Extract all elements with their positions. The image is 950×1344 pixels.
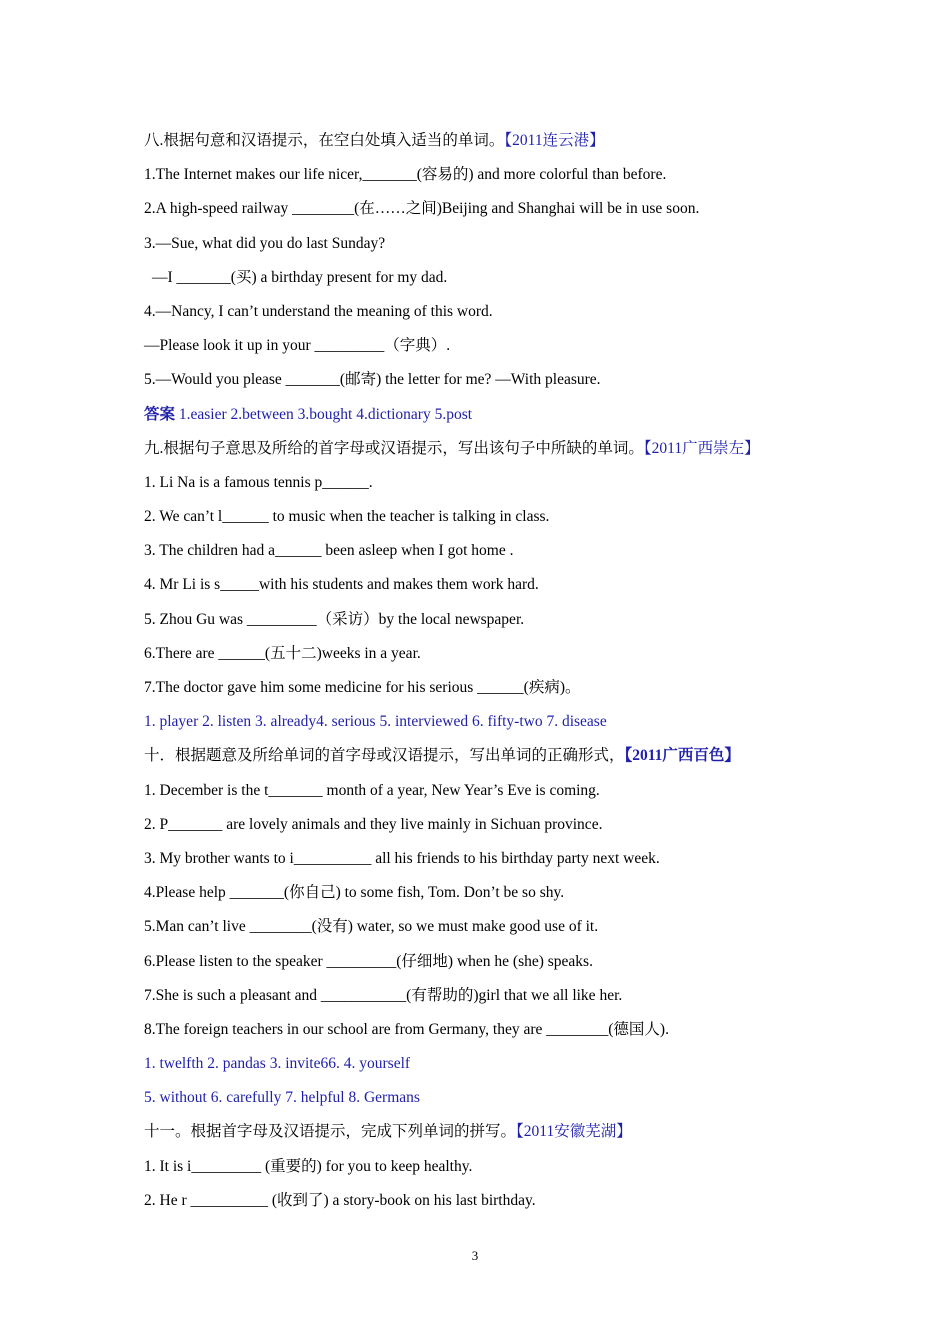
source-tag: 【2011广西百色】: [624, 747, 740, 765]
question-line: —Please look it up in your _________（字典）.: [144, 337, 451, 355]
question-line: 3.—Sue, what did you do last Sunday?: [144, 234, 386, 252]
question-line: 6.Please listen to the speaker _________(仔细地) when he (she) speaks.: [144, 952, 593, 970]
answer-label: 答案: [144, 405, 176, 423]
question-line: 4.Please help _______(你自己) to some fish, Tom. Don’t be so shy.: [144, 884, 565, 902]
question-line: 2. We can’t l______ to music when the teacher is talking in class.: [144, 508, 550, 526]
question-line: 6.There are ______(五十二)weeks in a year.: [144, 644, 421, 662]
question-line: 1.The Internet makes our life nicer,_______(容易的) and more colorful than before.: [144, 166, 667, 184]
answer-line: 答案 1.easier 2.between 3.bought 4.dictionary 5.post: [144, 405, 473, 423]
answer-line: 1. player 2. listen 3. already4. serious 5. interviewed 6. fifty-two 7. disease: [144, 713, 607, 731]
question-line: 7.She is such a pleasant and ___________(有帮助的)girl that we all like her.: [144, 986, 623, 1004]
answer-line: 1. twelfth 2. pandas 3. invite66. 4. yourself: [144, 1055, 411, 1073]
source-tag: 【2011广西崇左】: [643, 439, 760, 457]
source-tag: 【2011连云港】: [504, 132, 605, 149]
question-line: 5. Zhou Gu was _________（采访）by the local newspaper.: [144, 610, 525, 628]
question-line: 1. It is i_________ (重要的) for you to keep healthy.: [144, 1157, 473, 1175]
question-line: 1. Li Na is a famous tennis p______.: [144, 473, 373, 491]
question-line: 7.The doctor gave him some medicine for his serious ______(疾病)。: [144, 679, 581, 696]
question-line: 2. P_______ are lovely animals and they live mainly in Sichuan province.: [144, 815, 603, 833]
question-line: 2. He r __________ (收到了) a story-book on his last birthday.: [144, 1191, 536, 1209]
question-line: —I _______(买) a birthday present for my dad.: [152, 268, 448, 286]
document-page: [144, 124, 844, 1218]
question-line: 4. Mr Li is s_____with his students and makes them work hard.: [144, 576, 539, 594]
section-heading: 十一。根据首字母及汉语提示，完成下列单词的拼写。【2011安徽芜湖】: [144, 1123, 632, 1141]
answer-line: 5. without 6. carefully 7. helpful 8. Germans: [144, 1089, 420, 1107]
section-heading: 十．根据题意及所给单词的首字母或汉语提示，写出单词的正确形式，【2011广西百色】: [144, 747, 740, 765]
question-line: 1. December is the t_______ month of a year, New Year’s Eve is coming.: [144, 781, 600, 799]
question-line: 2.A high-speed railway ________(在……之间)Beijing and Shanghai will be in use soon.: [144, 200, 700, 218]
question-line: 8.The foreign teachers in our school are from Germany, they are ________(德国人).: [144, 1020, 669, 1038]
question-line: 3. The children had a______ been asleep when I got home .: [144, 542, 514, 560]
question-line: 4.—Nancy, I can’t understand the meaning of this word.: [144, 302, 493, 320]
section-heading: 八.根据句意和汉语提示，在空白处填入适当的单词。【2011连云港】: [144, 132, 605, 149]
question-line: 5.—Would you please _______(邮寄) the letter for me? —With pleasure.: [144, 371, 601, 389]
source-tag: 【2011安徽芜湖】: [516, 1123, 632, 1141]
page-number: 3: [471, 1248, 479, 1263]
question-line: 3. My brother wants to i__________ all his friends to his birthday party next week.: [144, 849, 660, 867]
section-heading: 九.根据句子意思及所给的首字母或汉语提示，写出该句子中所缺的单词。【2011广西崇左】: [144, 439, 760, 457]
question-line: 5.Man can’t live ________(没有) water, so we must make good use of it.: [144, 918, 599, 936]
